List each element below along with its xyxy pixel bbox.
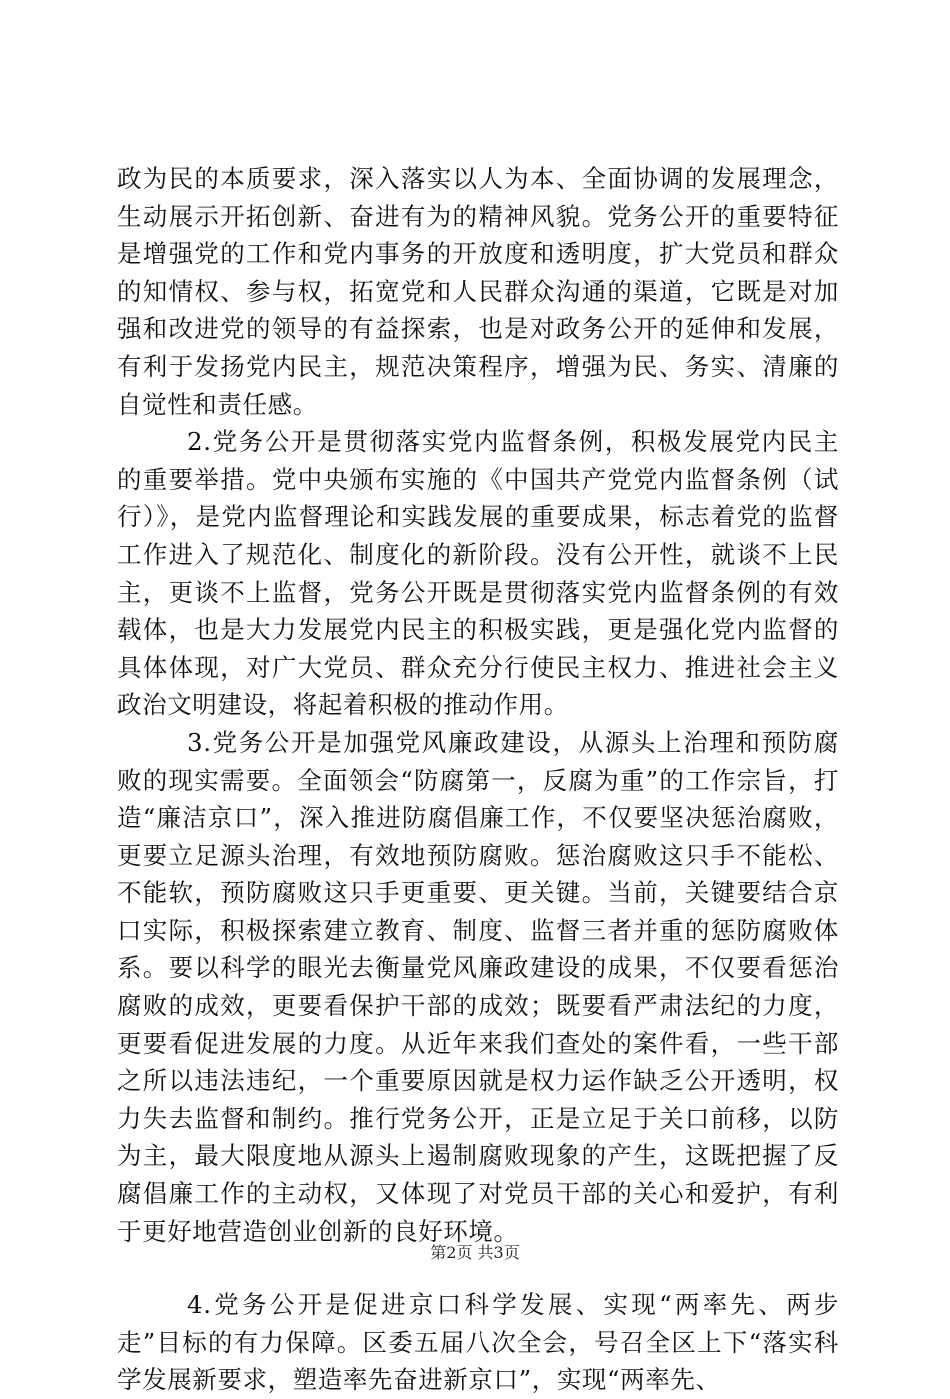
paragraph-item-4: 4.党务公开是促进京口科学发展、实现“两率先、两步走”目标的有力保障。区委五届八次全会，号召全区上下“落实科学发展新要求，塑造率先奋进新京口”，实现“两率先、 [117, 1290, 839, 1395]
document-body [117, 160, 839, 1399]
page-number-footer: 第2页 共3页 [430, 1243, 520, 1262]
paragraph-continued: 政为民的本质要求，深入落实以人为本、全面协调的发展理念，生动展示开拓创新、奋进有为的精神风貌。党务公开的重要特征是增强党的工作和党内事务的开放度和透明度，扩大党员和群众的知情权、参与权，拓宽党和人民群众沟通的渠道，它既是对加强和改进党的领导的有益探索，也是对政务公开的延伸和发展，有利于发扬党内民主，规范决策程序，增强为民、务实、清廉的自觉性和责任感。 [117, 164, 839, 419]
paragraph-item-3: 3.党务公开是加强党风廉政建设，从源头上治理和预防腐败的现实需要。全面领会“防腐第一，反腐为重”的工作宗旨，打造“廉洁京口”，深入推进防腐倡廉工作，不仅要坚决惩治腐败，更要立足源头治理，有效地预防腐败。惩治腐败这只手不能松、不能软，预防腐败这只手更重要、更关键。当前，关键要结合京口实际，积极探索建立教育、制度、监督三者并重的惩防腐败体系。要以科学的眼光去衡量党风廉政建设的成果，不仅要看惩治腐败的成效，更要看保护干部的成效；既要看严肃法纪的力度，更要看促进发展的力度。从近年来我们查处的案件看，一些干部之所以违法违纪，一个重要原因就是权力运作缺乏公开透明，权力失去监督和制约。推行党务公开，正是立足于关口前移，以防为主，最大限度地从源头上遏制腐败现象的产生，这既把握了反腐倡廉工作的主动权，又体现了对党员干部的关心和爱护，有利于更好地营造创业创新的良好环境。 [117, 727, 839, 1246]
paragraph-item-2: 2.党务公开是贯彻落实党内监督条例，积极发展党内民主的重要举措。党中央颁布实施的《中国共产党党内监督条例（试行）》，是党内监督理论和实践发展的重要成果，标志着党的监督工作进入了规范化、制度化的新阶段。没有公开性，就谈不上民主，更谈不上监督，党务公开既是贯彻落实党内监督条例的有效载体，也是大力发展党内民主的积极实践，更是强化党内监督的具体体现，对广大党员、群众充分行使民主权力、推进社会主义政治文明建设，将起着积极的推动作用。 [117, 427, 839, 720]
